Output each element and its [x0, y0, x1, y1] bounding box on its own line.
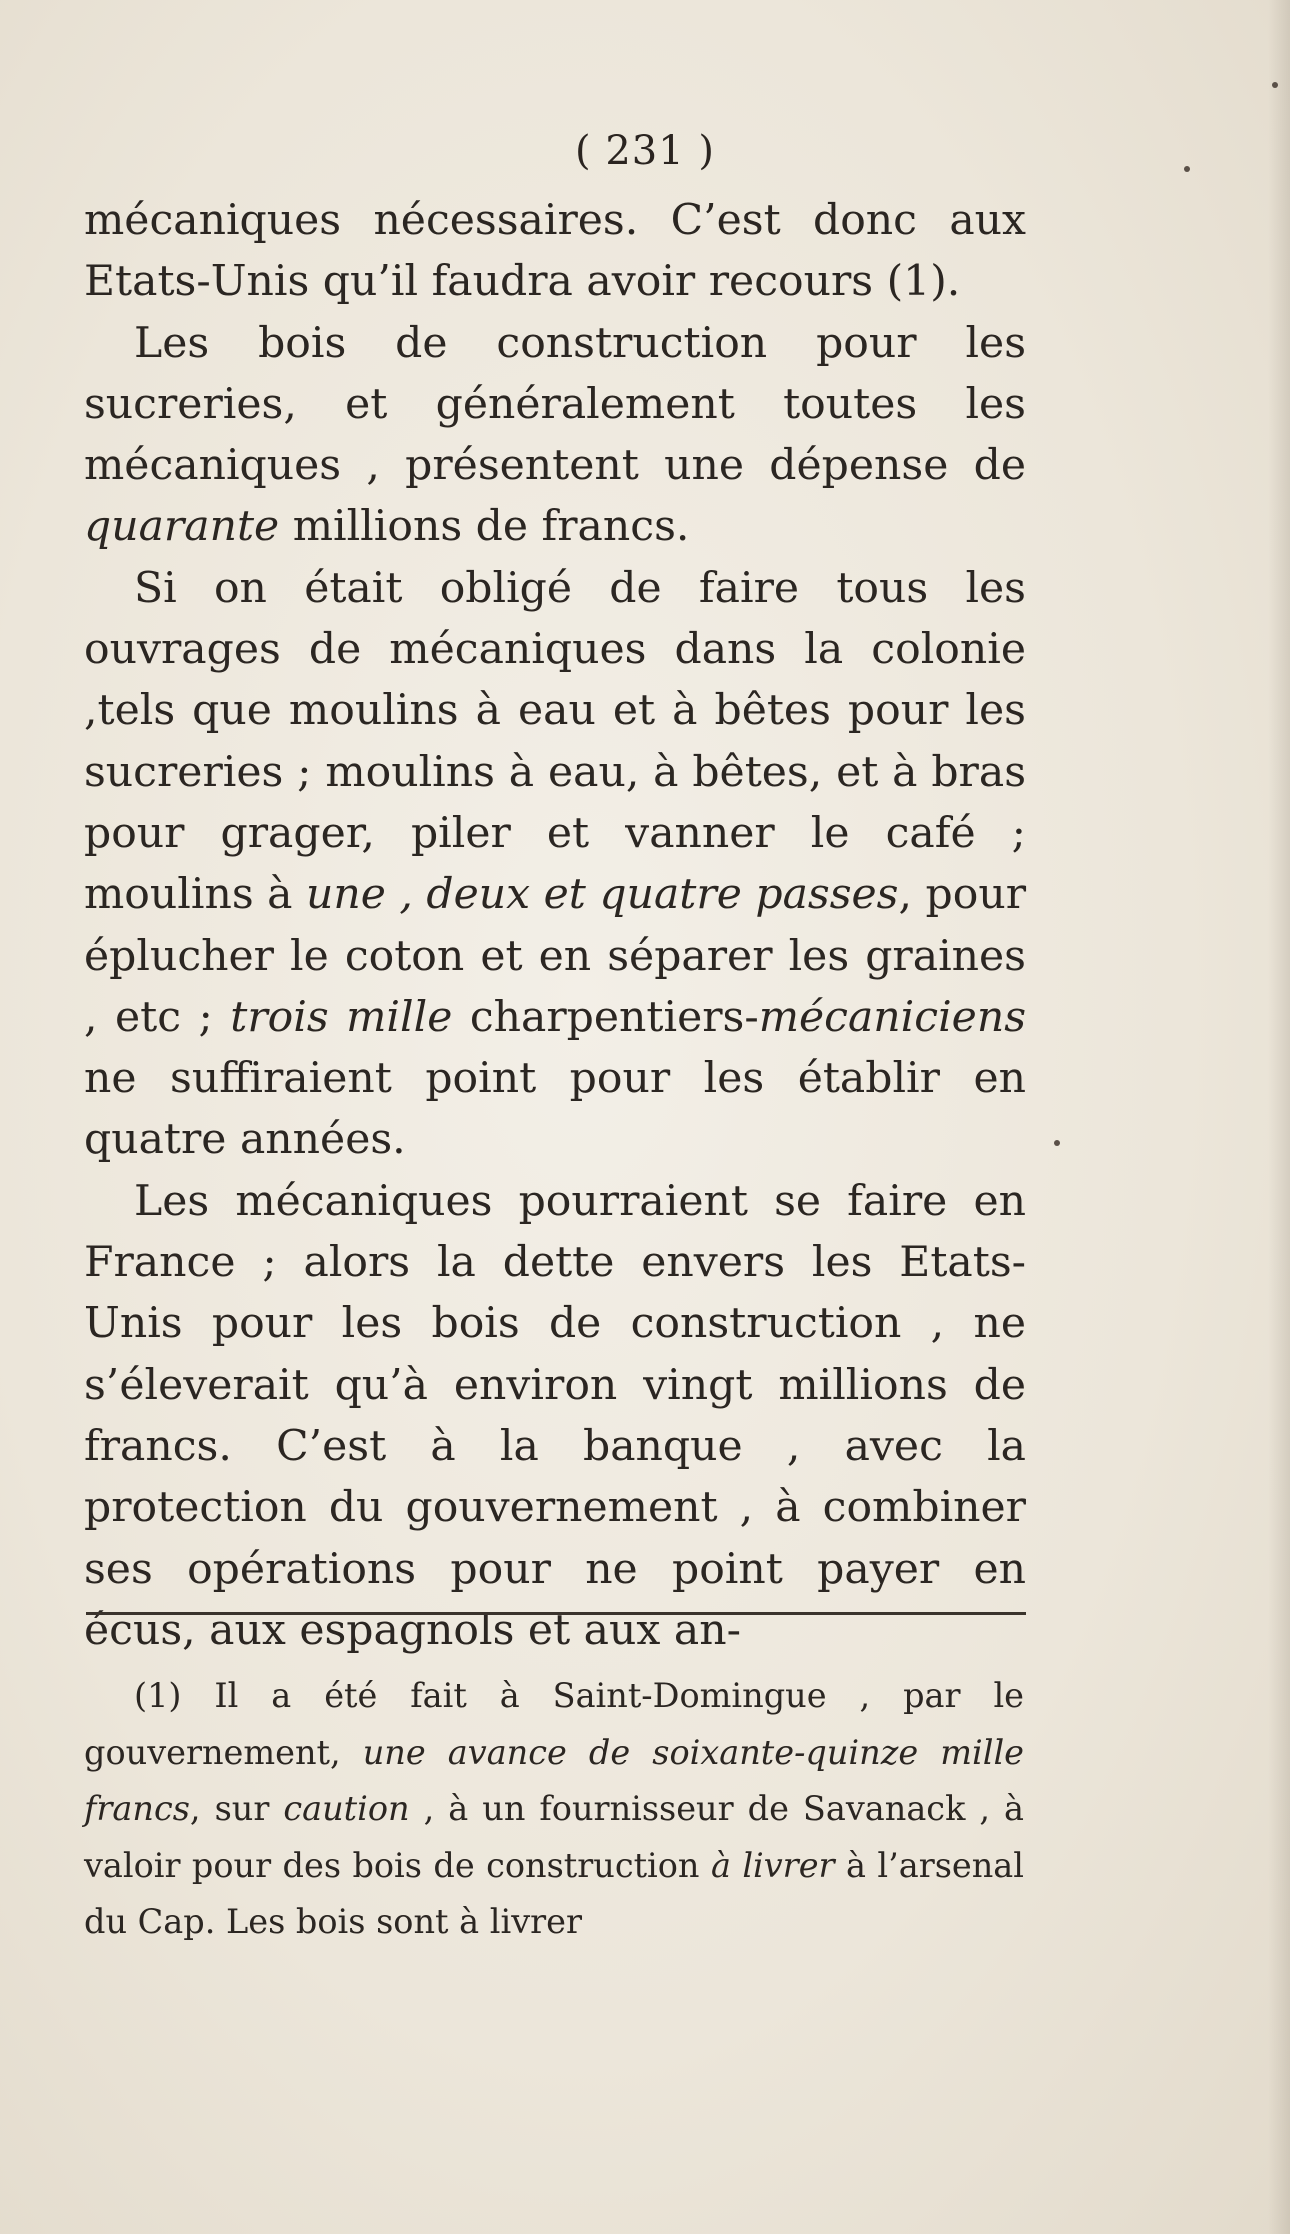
text-run: Les bois de construction pour les sucreries, et généralement toutes les mécaniques , présentent une dépense de	[84, 318, 1026, 491]
paragraph	[84, 313, 1026, 558]
ink-speck	[1054, 1140, 1060, 1146]
text-run: charpentiers-	[452, 992, 759, 1042]
text-run: Les mécaniques pourraient se faire en France ; alors la dette envers les Etats-Unis pour les bois de construction , ne s’éleverait qu’à environ vingt millions de francs. C’est à la banque , avec la protection du gouvernement , à combiner ses opérations pour ne point payer en écus, aux espagnols et aux an-	[84, 1176, 1026, 1655]
ink-speck	[1272, 82, 1278, 88]
text-run: millions de francs.	[279, 502, 690, 552]
text-run: , sur	[189, 1789, 284, 1828]
text-run-italic: une , deux et quatre passes	[306, 870, 899, 920]
text-run-italic: une avance de soixante-quinze mille francs	[84, 1732, 1025, 1828]
text-run: , pour éplucher le coton et en séparer les graines , etc ;	[84, 870, 1027, 1042]
text-run-italic: à livrer	[710, 1845, 835, 1885]
page-edge-shadow	[1268, 0, 1290, 2234]
ink-speck	[1184, 166, 1190, 172]
text-run: à l’arsenal du Cap. Les bois sont à livrer	[84, 1845, 1024, 1941]
footnote-rule	[86, 1612, 1026, 1615]
text-run-italic: caution	[283, 1789, 410, 1828]
paragraph	[84, 190, 1026, 313]
text-run: mécaniques nécessaires. C’est donc aux Etats-Unis qu’il faudra avoir recours (1).	[84, 196, 1026, 307]
footnote-paragraph	[84, 1668, 1024, 1951]
text-run: Si on était obligé de faire tous les ouvrages de mécaniques dans la colonie ,tels que moulins à eau et à bêtes pour les sucreries ; moulins à eau, à bêtes, et à bras pour grager, piler et vanner le café ; moulins à	[84, 563, 1026, 920]
footnote	[84, 1668, 1024, 1951]
page-number: ( 231 )	[575, 128, 715, 174]
paragraph	[84, 1171, 1026, 1661]
text-run-italic: trois mille	[230, 992, 453, 1042]
main-text	[84, 190, 1026, 1661]
paragraph	[84, 558, 1026, 1171]
text-run: , à un fournisseur de Savanack , à valoir pour des bois de construction	[84, 1789, 1024, 1885]
text-run: (1) Il a été fait à Saint-Domingue , par le gouvernement,	[84, 1676, 1024, 1772]
text-run-italic: mécaniciens	[758, 992, 1027, 1042]
text-run-italic: quarante	[84, 502, 280, 552]
text-run: ne suffiraient point pour les établir en quatre années.	[84, 1054, 1026, 1165]
